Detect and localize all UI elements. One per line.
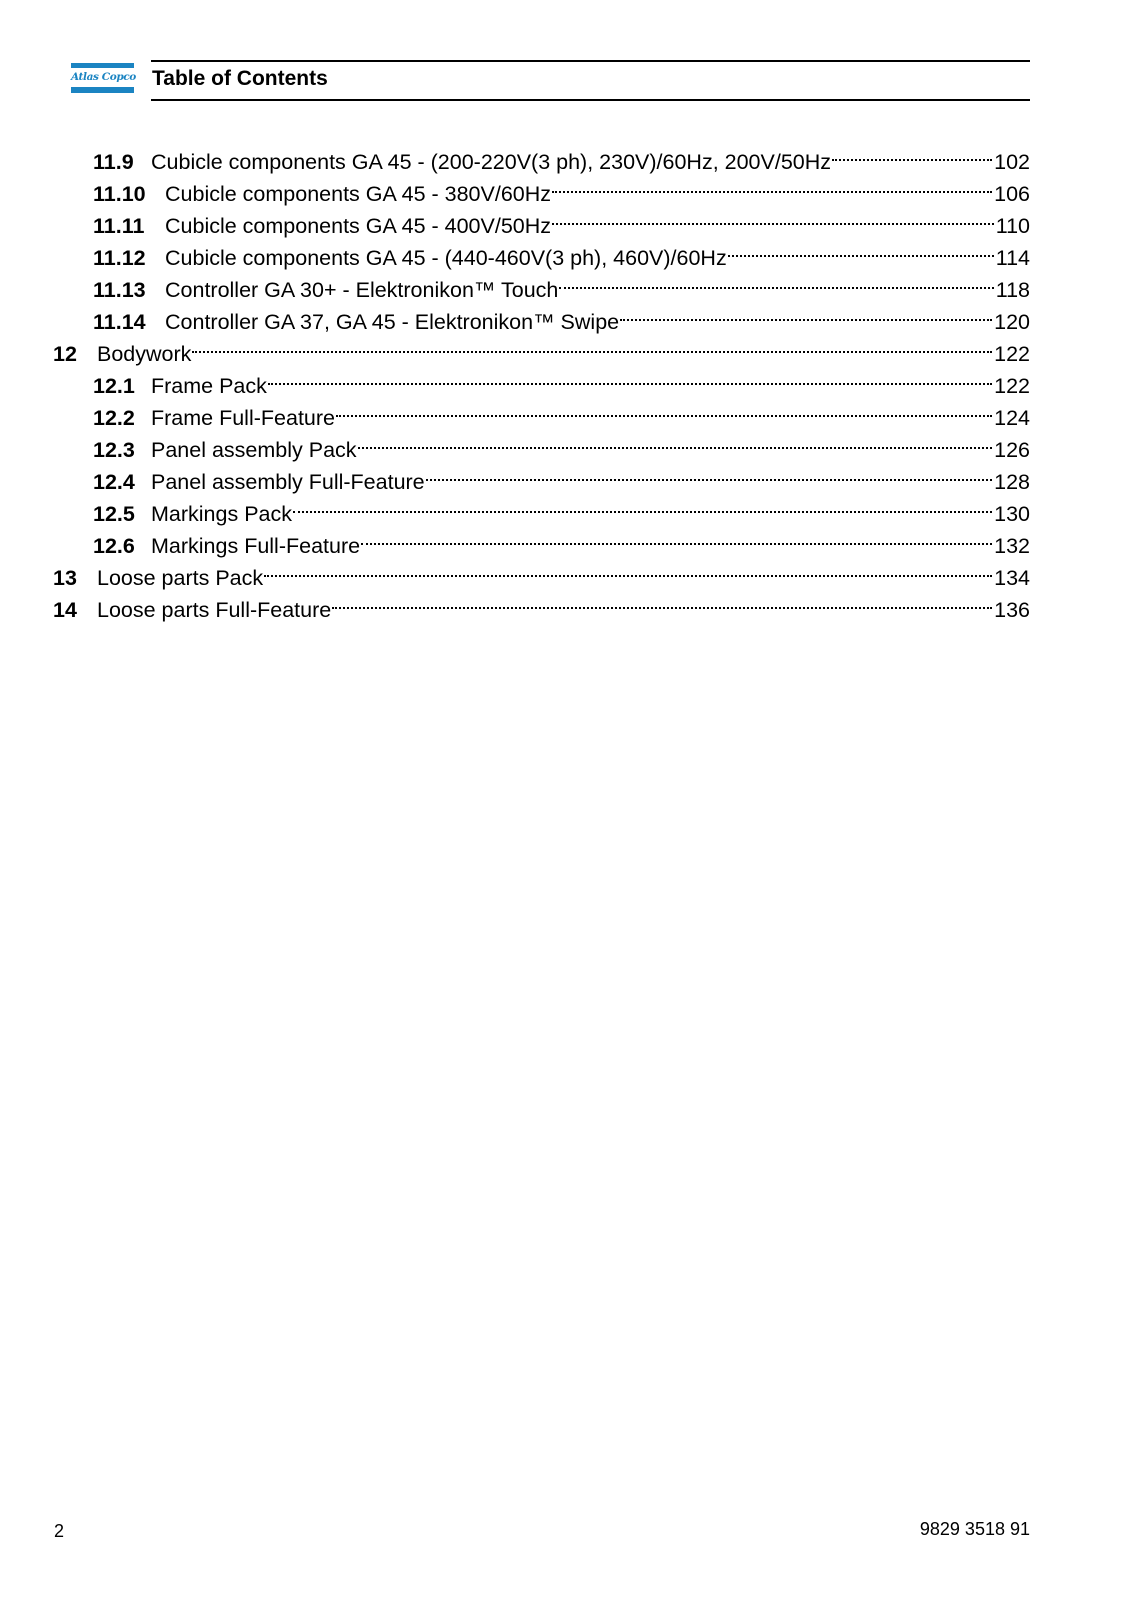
toc-entry-number: 12.4 (93, 470, 135, 494)
toc-chapter[interactable] (53, 553, 1030, 590)
toc-entry-title: Cubicle components GA 45 - 380V/60Hz (165, 182, 552, 206)
toc-entry-title: Frame Pack (151, 374, 267, 398)
toc-entry-page: 106 (994, 182, 1030, 206)
footer-page-number: 2 (54, 1521, 65, 1541)
toc-entry[interactable] (93, 489, 1030, 526)
toc-dot-leader (552, 169, 992, 201)
logo-text: Atlas Copco (71, 71, 136, 83)
toc-entry-title: Cubicle components GA 45 - (200-220V(3 ph), 230V)/60Hz, 200V/50Hz (151, 150, 832, 174)
toc-dot-leader (332, 585, 992, 617)
toc-dot-leader (293, 489, 992, 521)
logo-band-bottom (71, 87, 134, 93)
toc-dot-leader (264, 553, 992, 585)
toc-entry[interactable] (93, 393, 1030, 430)
toc-entry-page: 114 (995, 246, 1030, 270)
toc-entry-page: 122 (994, 374, 1030, 398)
toc-entry-page: 120 (994, 310, 1030, 334)
header-rule-top (151, 60, 1030, 62)
toc-entry-number: 11.11 (93, 214, 145, 238)
toc-chapter[interactable] (53, 585, 1030, 622)
toc-entry-page: 124 (994, 406, 1030, 430)
toc-chapter-number: 14 (53, 598, 77, 622)
toc-entry-number: 11.13 (93, 278, 146, 302)
toc-entry-number: 11.10 (93, 182, 146, 206)
toc-chapter-number: 13 (53, 566, 77, 590)
footer-document-number: 9829 3518 91 (919, 1519, 1030, 1539)
toc-dot-leader (832, 137, 992, 169)
toc-entry[interactable] (93, 201, 1030, 238)
toc-entry-page: 128 (994, 470, 1030, 494)
toc-entry-page: 118 (995, 278, 1030, 302)
toc-entry[interactable] (93, 169, 1030, 206)
toc-entry-number: 12.2 (93, 406, 135, 430)
toc-chapter-page: 136 (994, 598, 1030, 622)
toc-entry-page: 126 (994, 438, 1030, 462)
toc-entry-title: Cubicle components GA 45 - 400V/50Hz (165, 214, 552, 238)
toc-dot-leader (268, 361, 992, 393)
toc-dot-leader (192, 329, 992, 361)
toc-entry-number: 11.12 (93, 246, 146, 270)
toc-entry-title: Panel assembly Full-Feature (151, 470, 425, 494)
toc-dot-leader (336, 393, 992, 425)
page-header (0, 0, 1131, 110)
toc-entry[interactable] (93, 233, 1030, 270)
toc-entry-title: Panel assembly Pack (151, 438, 357, 462)
logo-band-top (71, 63, 134, 68)
toc-chapter-number: 12 (53, 342, 77, 366)
toc-entry-title: Markings Pack (151, 502, 292, 526)
toc-chapter[interactable] (53, 329, 1030, 366)
toc-entry[interactable] (93, 297, 1030, 334)
toc-dot-leader (620, 297, 992, 329)
toc-entry[interactable] (93, 137, 1030, 174)
toc-entry[interactable] (93, 457, 1030, 494)
toc-entry-number: 12.3 (93, 438, 135, 462)
toc-dot-leader (358, 425, 993, 457)
toc-entry-title: Controller GA 37, GA 45 - Elektronikon™ Swipe (165, 310, 620, 334)
toc-entry-number: 11.14 (93, 310, 146, 334)
toc-entry[interactable] (93, 521, 1030, 558)
toc-entry-page: 132 (994, 534, 1030, 558)
toc-entry-page: 110 (995, 214, 1030, 238)
toc-dot-leader (552, 201, 994, 233)
toc-entry-title: Cubicle components GA 45 - (440-460V(3 ph), 460V)/60Hz (165, 246, 727, 270)
toc-chapter-title: Loose parts Pack (97, 566, 264, 590)
toc-entry-page: 130 (994, 502, 1030, 526)
toc-entry[interactable] (93, 265, 1030, 302)
toc-dot-leader (728, 233, 994, 265)
toc-dot-leader (426, 457, 992, 489)
toc-entry-title: Frame Full-Feature (151, 406, 335, 430)
toc-entry-number: 12.1 (93, 374, 135, 398)
toc-entry-number: 12.6 (93, 534, 135, 558)
toc-entry[interactable] (93, 361, 1030, 398)
page-title: Table of Contents (152, 67, 328, 90)
toc-dot-leader (559, 265, 993, 297)
atlas-copco-logo (71, 63, 134, 93)
toc-entry[interactable] (93, 425, 1030, 462)
toc-entry-page: 102 (994, 150, 1030, 174)
toc-entry-title: Markings Full-Feature (151, 534, 361, 558)
header-rule-bottom (151, 99, 1030, 101)
toc-chapter-title: Loose parts Full-Feature (97, 598, 332, 622)
toc-entry-number: 12.5 (93, 502, 135, 526)
toc-chapter-page: 134 (994, 566, 1030, 590)
toc-entry-title: Controller GA 30+ - Elektronikon™ Touch (165, 278, 559, 302)
toc-entry-number: 11.9 (93, 150, 134, 174)
toc-chapter-page: 122 (994, 342, 1030, 366)
toc-chapter-title: Bodywork (97, 342, 192, 366)
toc-dot-leader (361, 521, 992, 553)
